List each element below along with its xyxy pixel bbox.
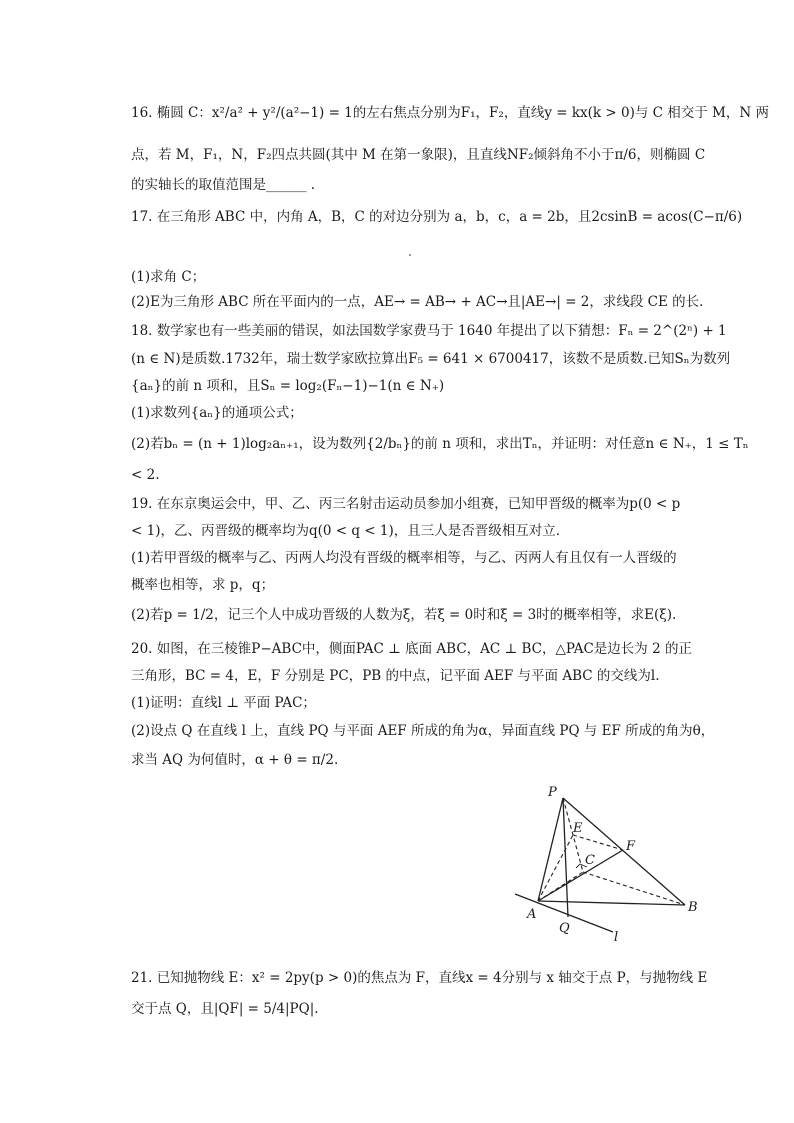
q20-line-1: 20. 如图，在三棱锥P−ABC中，侧面PAC ⊥ 底面 ABC，AC ⊥ BC，△PAC是边长为 2 的正 bbox=[131, 641, 692, 657]
stray-dot bbox=[409, 254, 411, 256]
q20-part-2-cont: 求当 AQ 为何值时，α + θ = π/2. bbox=[131, 752, 339, 768]
q18-line-3: {aₙ}的前 n 项和，且Sₙ = log₂(Fₙ−1)−1(n ∈ N₊) bbox=[131, 378, 445, 394]
label-l: l bbox=[614, 930, 619, 945]
q17-part-2: (2)E为三角形 ABC 所在平面内的一点，AE→ = AB→ + AC→且|AE→| = 2，求线段 CE 的长． bbox=[131, 294, 713, 310]
q18-part-2-cont: < 2. bbox=[131, 467, 160, 483]
q16-line-2: 点，若 M，F₁，N，F₂四点共圆(其中 M 在第一象限)，且直线NF₂倾斜角不小于π/6，则椭圆 C bbox=[131, 147, 706, 163]
q18-part-2: (2)若bₙ = (n + 1)log₂aₙ₊₁，设为数列{2/bₙ}的前 n 项和，求出Tₙ，并证明：对任意n ∈ N₊，1 ≤ Tₙ bbox=[131, 436, 749, 452]
q19-part-2: (2)若p = 1/2，记三个人中成功晋级的人数为ξ，若ξ = 0时和ξ = 3时的概率相等，求E(ξ). bbox=[131, 607, 677, 623]
edge-AC bbox=[538, 872, 583, 901]
q21-line-2: 交于点 Q，且|QF| = 5/4|PQ|. bbox=[131, 1001, 319, 1017]
q19-line-1: 19. 在东京奥运会中，甲、乙、丙三名射击运动员参加小组赛，已知甲晋级的概率为p(0 < p bbox=[131, 496, 681, 512]
q17-line-1: 17. 在三角形 ABC 中，内角 A，B，C 的对边分别为 a，b，c，a = 2b，且2csinB = acos(C−π/6) bbox=[131, 209, 743, 225]
q18-line-1: 18. 数学家也有一些美丽的错误，如法国数学家费马于 1640 年提出了以下猜想：Fₙ = 2^(2ⁿ) + 1 bbox=[131, 323, 727, 339]
edge-CB bbox=[583, 872, 685, 905]
edge-AB bbox=[538, 901, 685, 905]
q18-part-1: (1)求数列{aₙ}的通项公式； bbox=[131, 405, 303, 421]
q19-line-2: < 1)，乙、丙晋级的概率均为q(0 < q < 1)，且三人是否晋级相互对立． bbox=[131, 523, 570, 539]
label-A: A bbox=[527, 907, 537, 922]
label-Q: Q bbox=[559, 921, 570, 936]
edge-PA bbox=[538, 798, 563, 901]
q20-part-2: (2)设点 Q 在直线 l 上，直线 PQ 与平面 AEF 所成的角为α，异面直线 PQ 与 EF 所成的角为θ， bbox=[131, 723, 715, 739]
q18-line-2: (n ∈ N)是质数.1732年，瑞士数学家欧拉算出F₅ = 641 × 6700417，该数不是质数.已知Sₙ为数列 bbox=[131, 351, 731, 367]
label-E: E bbox=[573, 821, 583, 836]
q21-line-1: 21. 已知抛物线 E：x² = 2py(p > 0)的焦点为 F，直线x = 4分别与 x 轴交于点 P，与抛物线 E bbox=[131, 970, 708, 986]
q16-line-3: 的实轴长的取值范围是______ . bbox=[131, 177, 316, 193]
q20-line-2: 三角形，BC = 4，E，F 分别是 PC，PB 的中点，记平面 AEF 与平面 ABC 的交线为l. bbox=[131, 668, 660, 684]
edge-PQ bbox=[563, 798, 568, 917]
q17-part-1: (1)求角 C； bbox=[131, 269, 206, 285]
q16-line-1: 16. 椭圆 C：x²/a² + y²/(a²−1) = 1的左右焦点分别为F₁，F₂，直线y = kx(k > 0)与 C 相交于 M，N 两 bbox=[131, 105, 769, 121]
label-F: F bbox=[626, 839, 636, 854]
tetrahedron-figure bbox=[505, 780, 715, 945]
label-P: P bbox=[548, 785, 557, 800]
tetrahedron-diagram bbox=[505, 780, 715, 945]
q19-part-1: (1)若甲晋级的概率与乙、丙两人均没有晋级的概率相等，与乙、丙两人有且仅有一人晋级的 bbox=[131, 550, 677, 566]
q19-part-1-cont: 概率也相等，求 p，q； bbox=[131, 577, 275, 593]
edge-EF bbox=[573, 835, 623, 850]
edge-PB bbox=[563, 798, 685, 905]
label-C: C bbox=[585, 853, 595, 868]
label-B: B bbox=[688, 900, 698, 915]
q20-part-1: (1)证明：直线l ⊥ 平面 PAC； bbox=[131, 695, 316, 711]
